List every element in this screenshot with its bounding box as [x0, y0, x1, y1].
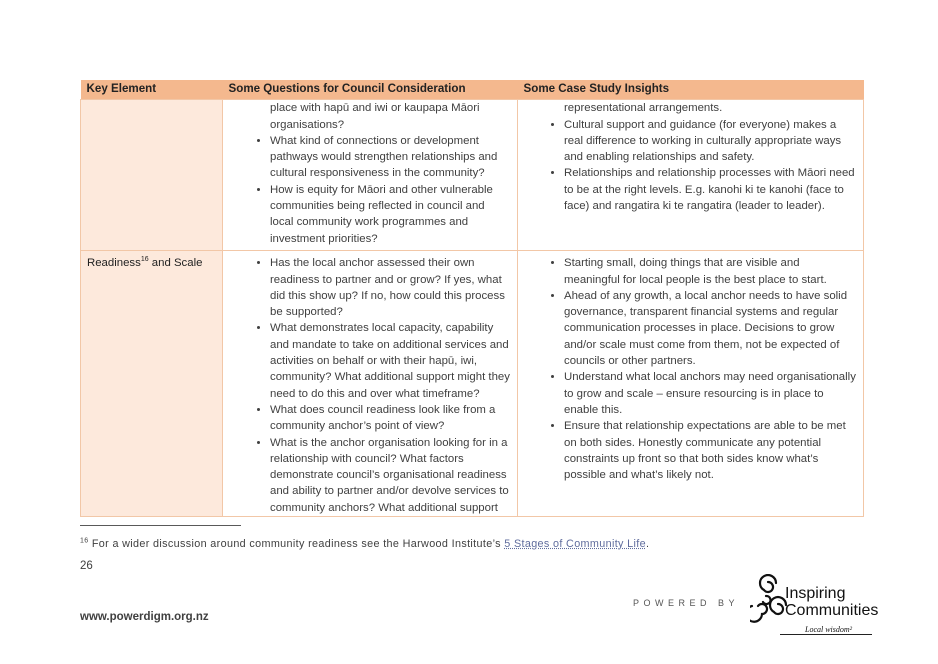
- logo-tagline: Local wisdom²: [805, 625, 853, 634]
- list-item: • Understand what local anchors may need organisationally to grow and scale – ensure resourcing is in place to enable this.: [564, 369, 857, 418]
- key-element-label: Readiness: [87, 257, 141, 270]
- website-url: www.powerdigm.org.nz: [80, 611, 209, 623]
- header-questions: Some Questions for Council Consideration: [223, 80, 518, 100]
- footnote-link[interactable]: 5 Stages of Community Life: [504, 538, 646, 550]
- table-header-row: [81, 80, 864, 100]
- list-item: • What is the anchor organisation looking for in a relationship with council? What factors demonstrate council’s organisational readiness and ability to partner and/or devolve services to community anchors? What additional support: [270, 435, 511, 516]
- list-item: • What kind of connections or development pathways would strengthen relationships and cultural responsiveness in the community?: [270, 133, 511, 182]
- footnote-text: For a wider discussion around community readiness see the Harwood Institute’s: [88, 538, 505, 550]
- logo-wordmark: [785, 585, 878, 619]
- insights-list: [518, 251, 863, 483]
- questions-cell: [223, 251, 518, 517]
- questions-continued-text: place with hapū and iwi or kaupapa Māori organisations?: [270, 102, 480, 131]
- table-row: [81, 100, 864, 251]
- list-item: • Starting small, doing things that are visible and meaningful for local people is the best place to start.: [564, 255, 857, 288]
- list-item: • Cultural support and guidance (for everyone) makes a real difference to working in culturally appropriate ways and enabling relationships and safety.: [564, 117, 857, 166]
- footnote-number: 16: [80, 537, 89, 545]
- questions-list: [223, 251, 517, 516]
- key-element-label-suffix: and Scale: [148, 257, 203, 270]
- insights-list: [518, 117, 863, 215]
- insights-cell: [518, 100, 864, 251]
- list-item: • Ensure that relationship expectations are able to be met on both sides. Honestly communicate any potential constraints up front so that both sides know what’s possible and what’s likely not.: [564, 418, 857, 483]
- questions-cell: [223, 100, 518, 251]
- questions-list: [223, 133, 517, 247]
- list-item: • Ahead of any growth, a local anchor needs to have solid governance, transparent financial systems and regular communication processes in place. Decisions to grow and/or scale must come from them, not be expected of councils or other partners.: [564, 288, 857, 369]
- footnote: [80, 538, 649, 550]
- key-elements-table: [80, 80, 864, 517]
- footnote-end: .: [645, 538, 650, 550]
- powered-by-label: POWERED BY: [633, 598, 740, 608]
- list-item: • How is equity for Māori and other vulnerable communities being reflected in council and local community work programmes and investment priorities?: [270, 182, 511, 247]
- key-element-cell: [81, 100, 223, 251]
- insights-cell: [518, 251, 864, 517]
- insights-continued-text: representational arrangements.: [564, 102, 723, 115]
- list-item: • What demonstrates local capacity, capability and mandate to take on additional services and activities on behalf or with their hapū, iwi, community? What additional support might they need to do this and over what timeframe?: [270, 320, 511, 401]
- logo-underline: [780, 634, 872, 635]
- header-insights: Some Case Study Insights: [518, 80, 864, 100]
- list-item: • Has the local anchor assessed their own readiness to partner and or grow? If yes, what did this show up? If no, how could this process be supported?: [270, 255, 511, 320]
- table-row: [81, 251, 864, 517]
- footnote-divider: [80, 525, 241, 526]
- key-element-cell: [81, 251, 223, 517]
- list-item: • What does council readiness look like from a community anchor’s point of view?: [270, 402, 511, 435]
- footnote-reference: 16: [140, 256, 149, 264]
- logo-line-2: Communities: [785, 602, 879, 619]
- logo-line-1: Inspiring: [785, 585, 846, 602]
- page-number: 26: [80, 560, 93, 572]
- list-item: • Relationships and relationship processes with Māori need to be at the right levels. E.g. kanohi ki te kanohi (face to face) and rangatira ki te rangatira (leader to leader).: [564, 165, 857, 214]
- header-key-element: Key Element: [81, 80, 223, 100]
